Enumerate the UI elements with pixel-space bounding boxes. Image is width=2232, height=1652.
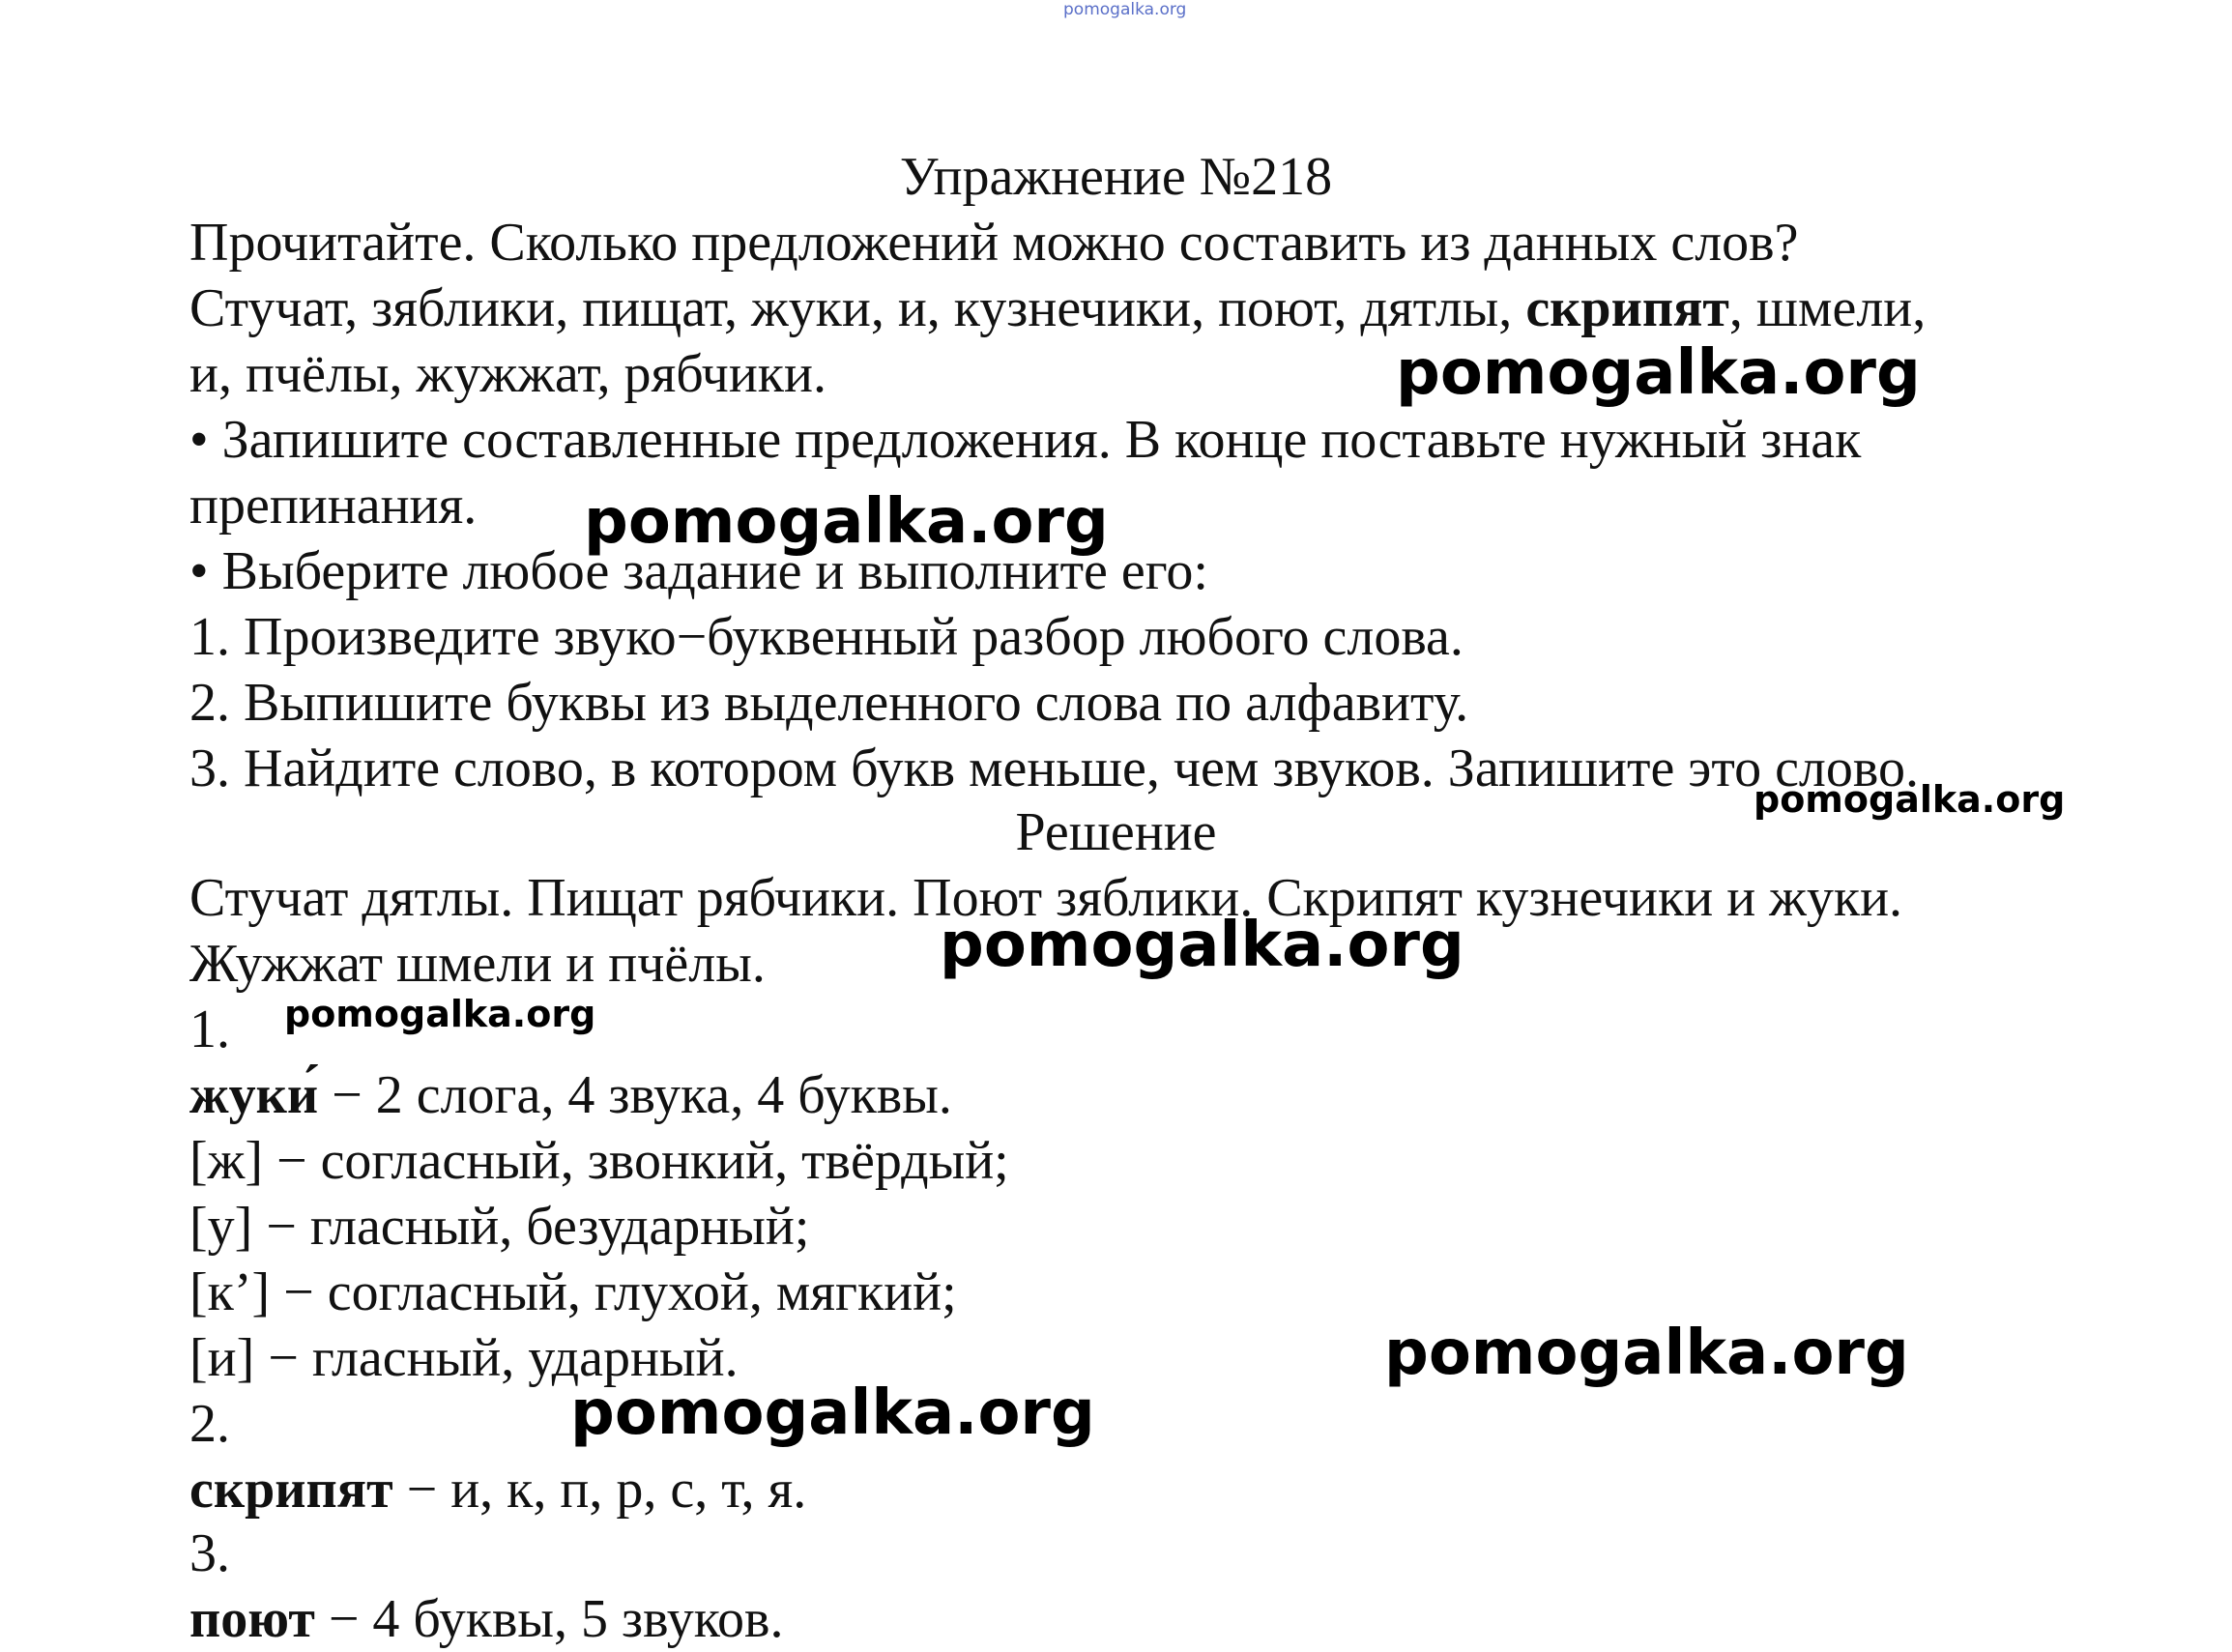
highlighted-word: скрипят [1525,278,1729,338]
solution-part-3-text [189,1587,784,1652]
watermark-1: pomogalka.org [1396,337,1921,409]
part-2-letters-text: − и, к, п, р, с, т, я. [392,1460,807,1520]
task-words-line-2: и, пчёлы, жужжат, рябчики. [189,344,826,404]
solution-sentences-line-1: Стучат дятлы. Пищат рябчики. Поют зяблики. Скрипят кузнечики и жуки. [189,868,1903,928]
sound-line-1: [ж] − согласный, звонкий, твёрдый; [189,1131,1009,1191]
sound-line-4: [и] − гласный, ударный. [189,1328,739,1388]
task-words-line-1 [189,276,1926,341]
words-text-end: , шмели, [1728,278,1927,338]
task-item-2: 2. Выпишите буквы из выделенного слова по алфавиту. [189,673,1469,733]
words-text: Стучат, зяблики, пищат, жуки, и, кузнечики, поют, дятлы, [189,278,1526,338]
alphabetized-word: скрипят [189,1460,393,1520]
sound-line-3: [к’] − согласный, глухой, мягкий; [189,1262,957,1322]
task-bullet-2: • Выберите любое задание и выполните его: [189,541,1208,601]
solution-heading: Решение [1015,802,1217,862]
part-3-text: − 4 буквы, 5 звуков. [314,1589,784,1649]
solution-part-1-summary [189,1063,952,1128]
analyzed-word: жуки́ [189,1065,319,1125]
part-1-summary-text: − 2 слога, 4 звука, 4 буквы. [318,1065,952,1125]
task-prompt: Прочитайте. Сколько предложений можно составить из данных слов? [189,213,1799,273]
watermark-7: pomogalka.org [570,1377,1095,1449]
task-bullet-1-line-2: препинания. [189,476,478,536]
exercise-title: Упражнение №218 [899,147,1333,207]
solution-part-1-label: 1. [189,1000,230,1059]
sound-line-2: [у] − гласный, безударный; [189,1197,810,1257]
task-item-1: 1. Произведите звуко−буквенный разбор любого слова. [189,607,1464,667]
top-watermark: pomogalka.org [1063,0,1187,19]
found-word: поют [189,1589,315,1649]
watermark-2: pomogalka.org [584,486,1109,558]
task-bullet-1-line-1: • Запишите составленные предложения. В конце поставьте нужный знак [189,410,1862,470]
watermark-4: pomogalka.org [940,910,1464,981]
solution-part-2-label: 2. [189,1394,230,1454]
watermark-5: pomogalka.org [284,993,596,1035]
watermark-6: pomogalka.org [1384,1318,1909,1389]
task-item-3: 3. Найдите слово, в котором букв меньше, чем звуков. Запишите это слово. [189,739,1919,798]
watermark-3: pomogalka.org [1754,778,2066,821]
solution-part-3-label: 3. [189,1523,230,1583]
solution-sentences-line-2: Жужжат шмели и пчёлы. [189,934,766,994]
solution-part-2-letters [189,1458,806,1522]
